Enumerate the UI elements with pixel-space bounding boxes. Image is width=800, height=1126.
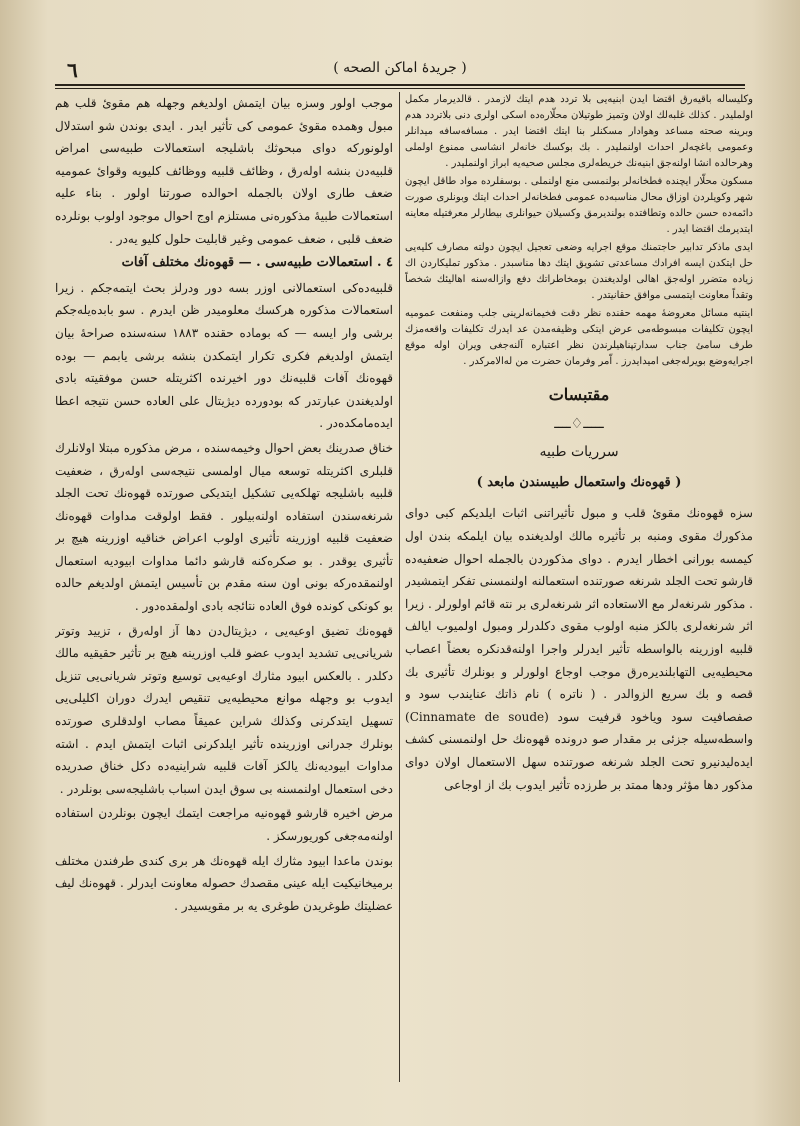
- paragraph: خناق صدرينك بعض احوال وخيمه‌سنده ، مرض مذكوره مبتلا اولانلرك قلبلرى اكثريتله توسعه ميال اولمسى نتيجه‌سى اوله‌رق ، ضعفيت قلبيه باشليجه تهلكه‌يى تشكيل ايتديكى صورتده قهوه‌نك تحت الجلد شرنغه‌سندن استفاده اولنه‌بيلور . فقط اولوقت مداوات قهوه‌نك ضعفيت قلبيه اوزرينه تأثيرى اولوب اعراض خناقيه اوزرينه هيچ بر تأثيرى يوقدر . بو صكره‌كنه قارشو دائما مداوات ابيوديه استعمال اولنمقده‌ركه بونى اون سنه مقدم بن تأسيس ايتمش اولديغم حالده بو كونكى كونده فوق العاده نتائجه بادى اولمقده‌دور .: [55, 440, 393, 614]
- running-title: ( جريدهٔ اماكن الصحه ): [333, 60, 467, 76]
- paragraph: موجب اولور وسزه بيان ايتمش اولديغم وجهله هم مقوئ قلب هم مبول وهمده مقوئ عمومى كى تأثير ايدر . ايدى بوندن شو استدلال اولونوركه دواى مبحوثك باشليجه استعمالات طبيه‌سى امراض قلبيه‌دن بنشه اوله‌رق ، وظائف قلبيه ووظائف كليويه وقوائ عموميه ضعف طارى اولان بالجمله احوالده صورتنا اولور . بناء عليه استعمالات طبيهٔ مذكوره‌نى مستلزم اوج احوال موجود اولوب بونلرده ضعف قلبى ، ضعف عمومى وغير قابليت حلول كليو يه‌در .: [55, 96, 393, 246]
- article-title: ( قهوه‌نك واستعمال طبيسندن مابعد ): [476, 474, 682, 490]
- right-column-top-text: [405, 92, 753, 370]
- paragraph: اينتيه مسائل معروضهٔ مهمه حقنده نظر دقت فخيمانه‌لرينى جلب ومنفعت عموميه ايچون تكليفات مبسوطه‌مى عرض ايتكى وظيفه‌مدن عد ايدرك تكليفات واقعه‌مزك طرف سامئ جناب سدارتپناهيلرندن نظر اعتباره آلنه‌جغى ويران اوله موقع اجرايه‌وضع بويرله‌جغى اميدايدرز . اّمر وفرمان حضرت من له‌الامركدر .: [405, 308, 753, 367]
- header-rule-thin: [55, 88, 745, 89]
- paragraph: بوندن ماعدا ابيود مثارك ايله قهوه‌نك هر برى كندى طرفندن مختلف برميخانيكيت ايله عينى مقصدك حصوله معاونت ايدرلر . قهوه‌نك ليف عضليتك طوغريدن طوغرى يه بر مقويسيدر .: [55, 853, 393, 913]
- paragraph: قهوه‌نك تضيق اوعيه‌يى ، ديژيتال‌دن دها آز اوله‌رق ، تزييد وتوتر شريانى‌يى تشديد ايدوب عضو قلب اوزرينه هيچ بر تأثير حقيقيه مالك دكلدر . بالعكس ابيود مثارك اوعيه‌يى توسيع وتوتر شريانى‌يى تنزيل ايدوب بو وجهله موانع محيطيه‌يى تنقيص ايدرك دوران اكليلى‌يى تسهيل ايتدكرنى وكذلك شراين عميقاً مصاب اولدقلرى صورتده بونلرك جدرانى اوزرينده تأثير ايلدكرنى اثبات ايتمش ايدم . اشته مداوات ابيوديه‌نك يالكز آفات قلبيه شراينيه‌ده دكل خناق صدريده دخى استعمال اولنمسنه بى سوق ايدن اسباب باشليجه‌سى بونلردر .: [55, 623, 393, 796]
- right-column: [405, 92, 753, 1082]
- section-title: مقتبسات: [548, 385, 610, 404]
- section-heading: ٤ . استعمالات طبيه‌سى . — قهوه‌نك مختلف آفات: [121, 255, 393, 271]
- page-number: ٦: [67, 58, 78, 82]
- ornament-divider: ـــــ♢ــــ: [554, 415, 604, 432]
- left-column: [55, 92, 393, 1092]
- subsection-title: سرريات طبيه: [539, 444, 619, 461]
- paragraph: مرض اخيره قارشو قهوه‌نيه مراجعت ايتمك ايچون بونلردن استفاده اولنه‌مه‌جغى كوريورسكز .: [55, 806, 393, 843]
- article-paragraph: سزه قهوه‌نك مقوئ قلب و مبول تأثيراتنى اثبات ايلديكم كبى دواى مذكورك مقوى ومنبه بر تأثيره مالك اولديغنده بيان ايلمكه بندن اول كيمسه بورانى اخطار ايدرم . دواى مذكوردن بالجمله احوال ضعفيه‌ده قارشو تحت الجلد شرنغه صورتنده استعمالنه اولنمسنى تفكر ايتمشيدر . مذكور شرنغه‌لر مع الاستعاده اثر شرنغه‌لرى بر نته قائم اولورلر . زيرا اثر شرنغه‌لرى بالكز منبه اولوب مقوى دكلدرلر ومبول اولميوب ايالف قلبيه اوزرينه بالواسطه تأثير ايدرلر واجرا اولنه‌قدنكره بعضاً اعصاب محيطيه‌يى التهابلنديره‌رق موجب اوجاع اولورلر و بونلرك تأثيرى بك قصه و بك سريع الزوالدر . ( ناتره ) نام ذاتك عنايندب سود و صفصافيت سود وياخود قرفيت سود (Cinnamate de soude) واسطه‌سيله جزئى بر مقدار صو درونده قهوه‌نك حل اولنمسنى كشف ايده‌ليدنيرو تحت الجلد شرنغه صورتنده سهل الاستعمال اولان دواى مذكور دها مؤثر ودها ممتد بر طرزده تأثير ايدوب بك از اوجاعى: [405, 506, 753, 792]
- paragraph: مسكون محلّار ايچنده فطخانه‌لر بولنمسى منع اولنملى . بوسفلرده مواد طاقل ايچون شهر وكويلردن اوزاق محال مناسبه‌ده عمومى فطخانه‌لر احداث ايتك وبونلرى صورت دائمه‌ده حسن حالده وتطافتده بولنديرمق وكسيلان حيوانلرى بيطارلر معرفتيله معاينه ايتديرمك اقتضا ايدر .: [405, 176, 753, 235]
- paragraph: وكليساله باقيه‌رق اقتضا ايدن ابنيه‌يى بلا تردد هدم ايتك لازمدر . قالديرمار مكمل اولمليدر . كذلك غلبه‌لك اولان وتميز طوتيلان محلّاره‌ده اسكى اولرى دنى بلاتردد هدم وبرينه صحته مساعد وهوادار مسكنلر بنا ايتك اقتضا ايدر . مسافه‌سافه ميدانلر وعمومى باغچه‌لر احداث اولنمليدر . بك بوكسك خانه‌لر انشاسى ممنوع اولملى وهرحالده انشا اولنه‌جق ابنيه‌نك خريطه‌لرى مجلس صحيه‌يه ابراز اولنمليدر .: [405, 94, 753, 169]
- paragraph: قلبيه‌ده‌كى استعمالانى اوزر بسه دور ودرلز بحث ايتمه‌جكم . زيرا استعمالات مذكوره هركسك معلوميدر ظن ايدرم . سو بابده‌يله‌جكم برشى وار ايسه — كه بوماده حقنده ١٨٨٣ سنه‌سنده صراحهٔ بيان ايتمش اولديغم فكرى تكرار ايتمكدن بنشه برشى يابمم — بوده قهوه‌نك آفات قلبيه‌نك دور اخيرنده اكثريتله حسن موفقيته بادى اولديغندن عبارتدر كه بودورده ديژيتال على العاده حسن نتيجه اعطا ايده‌مامكده‌در .: [55, 280, 393, 431]
- column-divider: [399, 92, 400, 1082]
- page-header: [55, 56, 745, 82]
- header-rule: [55, 84, 745, 86]
- paragraph: ايدى ماذكر تدابير حاجتمنك موقع اجرايه وضعى تعجيل ايچون دولته مصارف كليه‌يى حل ايتكدن ايسه افرادك مساعدتى تشويق ايتك دها مناسبدر . مذكور تمليكاردن اك زياده متضرر اوله‌جق اهالى اولديغندن بومخاطراتك دفع وازاله‌سنه اهاليئك شخصاً وتقداً معاونت ايتمسى موافق حقانيتدر .: [405, 242, 753, 301]
